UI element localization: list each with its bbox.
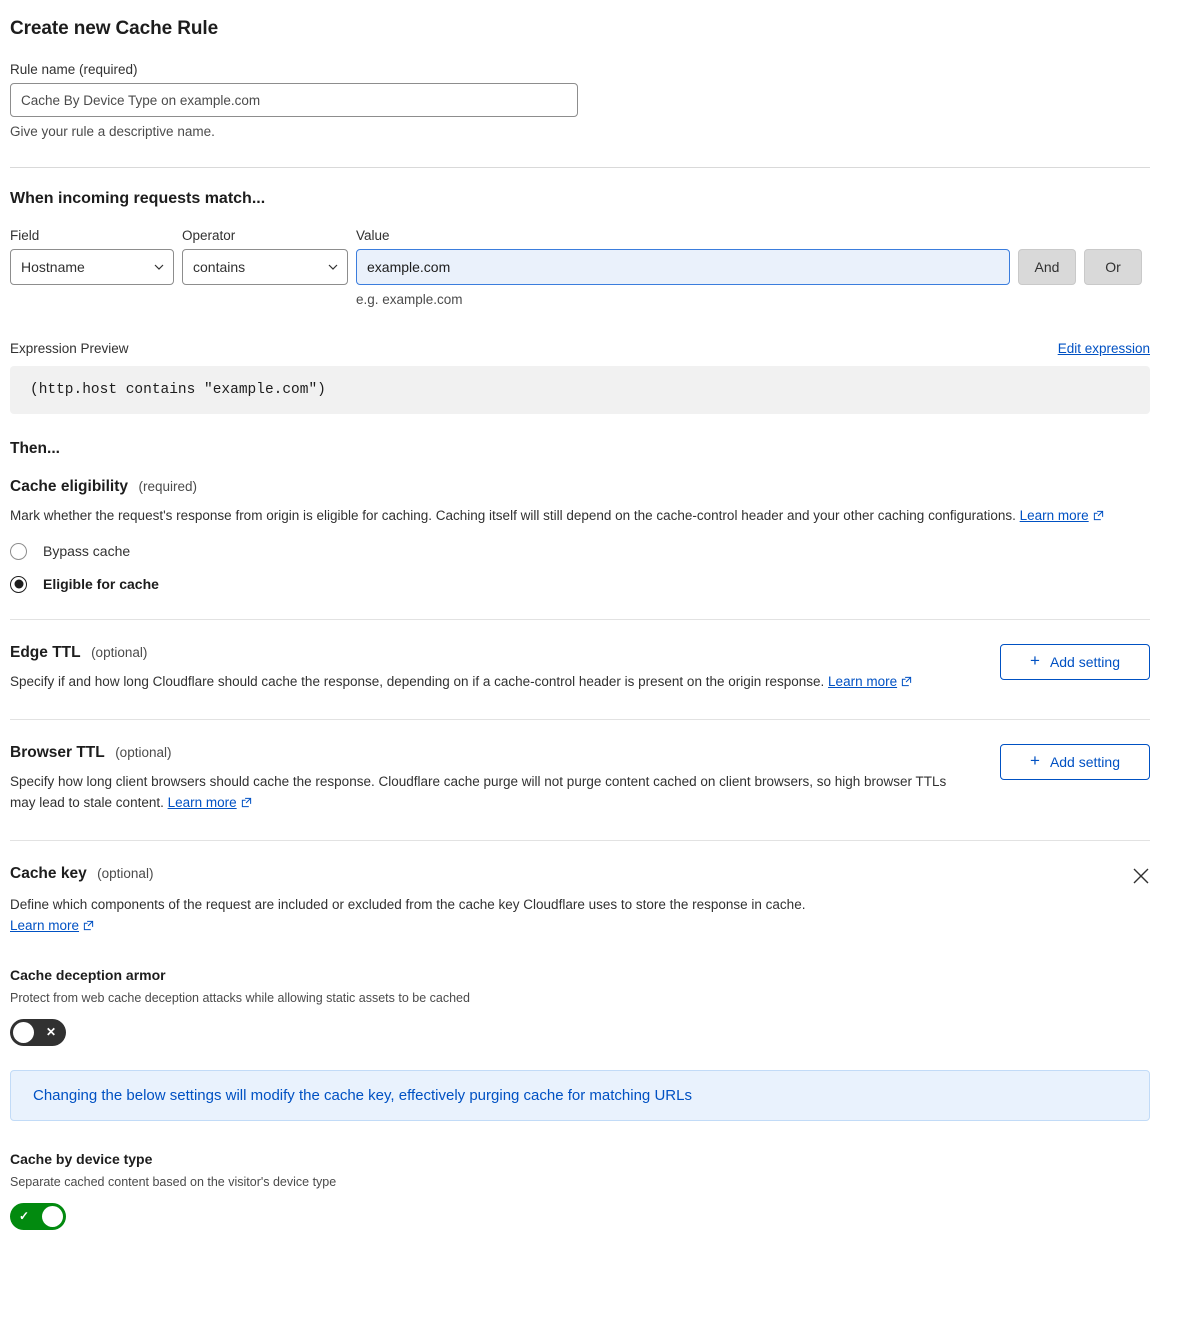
device-type-toggle[interactable]	[10, 1203, 66, 1230]
or-column	[1084, 228, 1142, 285]
operator-label: Operator	[182, 228, 236, 243]
browser-ttl-title-row	[10, 744, 980, 762]
operator-select[interactable]	[182, 249, 348, 285]
external-link-icon	[241, 797, 252, 808]
cache-eligibility-title: Cache eligibility	[10, 478, 129, 495]
close-icon[interactable]	[1132, 867, 1150, 885]
browser-ttl-section	[10, 744, 1150, 814]
then-heading: Then...	[10, 440, 60, 457]
radio-eligible-for-cache[interactable]	[10, 576, 1150, 593]
browser-ttl-title: Browser TTL	[10, 743, 105, 761]
radio-bypass-cache-label: Bypass cache	[43, 543, 131, 560]
divider	[10, 619, 1150, 620]
operator-column	[182, 228, 348, 285]
rule-name-group	[10, 62, 1150, 139]
plus-icon: +	[1030, 751, 1040, 771]
external-link-icon	[901, 676, 912, 687]
edge-ttl-description	[10, 672, 970, 693]
edge-ttl-title-row	[10, 644, 980, 662]
toggle-off-mark: ✕	[45, 1025, 56, 1040]
divider	[10, 840, 1150, 841]
cache-key-tag: (optional)	[97, 865, 154, 881]
cache-eligibility-tag: (required)	[138, 479, 197, 494]
operator-select-value: contains	[193, 259, 246, 275]
browser-ttl-description-text: Specify how long client browsers should cache the response. Cloudflare cache purge will not purge content cached on client browsers, so high browser TTLs may lead to stale content.	[10, 773, 947, 810]
deception-armor-toggle[interactable]	[10, 1019, 66, 1046]
page-title: Create new Cache Rule	[10, 18, 219, 39]
cache-key-learn-more-link[interactable]: Learn more	[10, 917, 80, 933]
value-column	[356, 228, 1010, 307]
cache-eligibility-description-text: Mark whether the request's response from origin is eligible for caching. Caching itself will still depend on the cache-control header and your other caching configurations.	[10, 508, 1016, 523]
chevron-down-icon	[154, 262, 164, 272]
cache-key-description	[10, 895, 1010, 937]
edit-expression-link[interactable]: Edit expression	[1057, 341, 1150, 356]
browser-ttl-add-setting-button[interactable]	[1000, 744, 1150, 780]
cache-eligibility-title-row	[10, 478, 1150, 496]
cache-eligibility-description	[10, 506, 1135, 527]
or-button[interactable]: Or	[1084, 249, 1142, 285]
rule-name-help: Give your rule a descriptive name.	[10, 124, 215, 139]
external-link-icon	[1093, 510, 1104, 521]
divider	[10, 167, 1150, 168]
match-row	[10, 228, 1150, 307]
edge-ttl-learn-more-link[interactable]: Learn more	[828, 673, 898, 689]
edge-ttl-description-text: Specify if and how long Cloudflare should cache the response, depending on if a cache-control header is present on the origin response.	[10, 673, 825, 689]
field-column	[10, 228, 174, 285]
cache-key-title: Cache key	[10, 864, 87, 882]
deception-armor-title: Cache deception armor	[10, 966, 166, 983]
radio-eligible-for-cache-label: Eligible for cache	[43, 576, 159, 593]
edge-ttl-add-setting-button[interactable]	[1000, 644, 1150, 680]
value-hint: e.g. example.com	[356, 292, 463, 307]
cache-key-description-text: Define which components of the request are included or excluded from the cache key Cloudflare uses to store the response in cache.	[10, 896, 806, 912]
edge-ttl-tag: (optional)	[91, 644, 148, 660]
expression-preview: (http.host contains "example.com")	[10, 366, 1150, 414]
cache-key-info-banner: Changing the below settings will modify the cache key, effectively purging cache for matching URLs	[10, 1070, 1150, 1121]
browser-ttl-description	[10, 772, 950, 814]
field-label: Field	[10, 228, 40, 243]
value-input[interactable]	[356, 249, 1010, 285]
edge-ttl-section	[10, 644, 1150, 693]
rule-name-input[interactable]	[10, 83, 578, 117]
expression-label: Expression Preview	[10, 341, 129, 356]
value-label: Value	[356, 228, 390, 243]
cache-key-section	[10, 865, 1150, 1230]
device-type-title: Cache by device type	[10, 1150, 153, 1167]
expression-header	[10, 341, 1150, 356]
radio-bypass-cache-control[interactable]	[10, 543, 27, 560]
deception-armor-description: Protect from web cache deception attacks while allowing static assets to be cached	[10, 990, 470, 1005]
toggle-on-mark: ✓	[19, 1209, 30, 1224]
external-link-icon	[83, 920, 94, 931]
cache-eligibility-section	[10, 478, 1150, 593]
divider	[10, 719, 1150, 720]
radio-eligible-for-cache-control[interactable]	[10, 576, 27, 593]
match-heading: When incoming requests match...	[10, 190, 266, 207]
toggle-knob	[13, 1022, 34, 1043]
browser-ttl-learn-more-link[interactable]: Learn more	[167, 794, 237, 810]
device-type-description: Separate cached content based on the visitor's device type	[10, 1174, 337, 1189]
edge-ttl-title: Edge TTL	[10, 643, 81, 661]
chevron-down-icon	[328, 262, 338, 272]
and-button[interactable]: And	[1018, 249, 1076, 285]
field-select[interactable]	[10, 249, 174, 285]
toggle-knob	[42, 1206, 63, 1227]
edge-ttl-add-setting-label: Add setting	[1049, 653, 1120, 670]
radio-bypass-cache[interactable]	[10, 543, 1150, 560]
cache-key-header	[10, 865, 1150, 885]
and-column	[1018, 228, 1076, 285]
cache-eligibility-learn-more-link[interactable]: Learn more	[1019, 508, 1089, 523]
browser-ttl-tag: (optional)	[115, 744, 172, 760]
field-select-value: Hostname	[21, 259, 85, 275]
rule-name-label: Rule name (required)	[10, 62, 138, 77]
browser-ttl-add-setting-label: Add setting	[1049, 753, 1120, 770]
plus-icon: +	[1030, 651, 1040, 671]
